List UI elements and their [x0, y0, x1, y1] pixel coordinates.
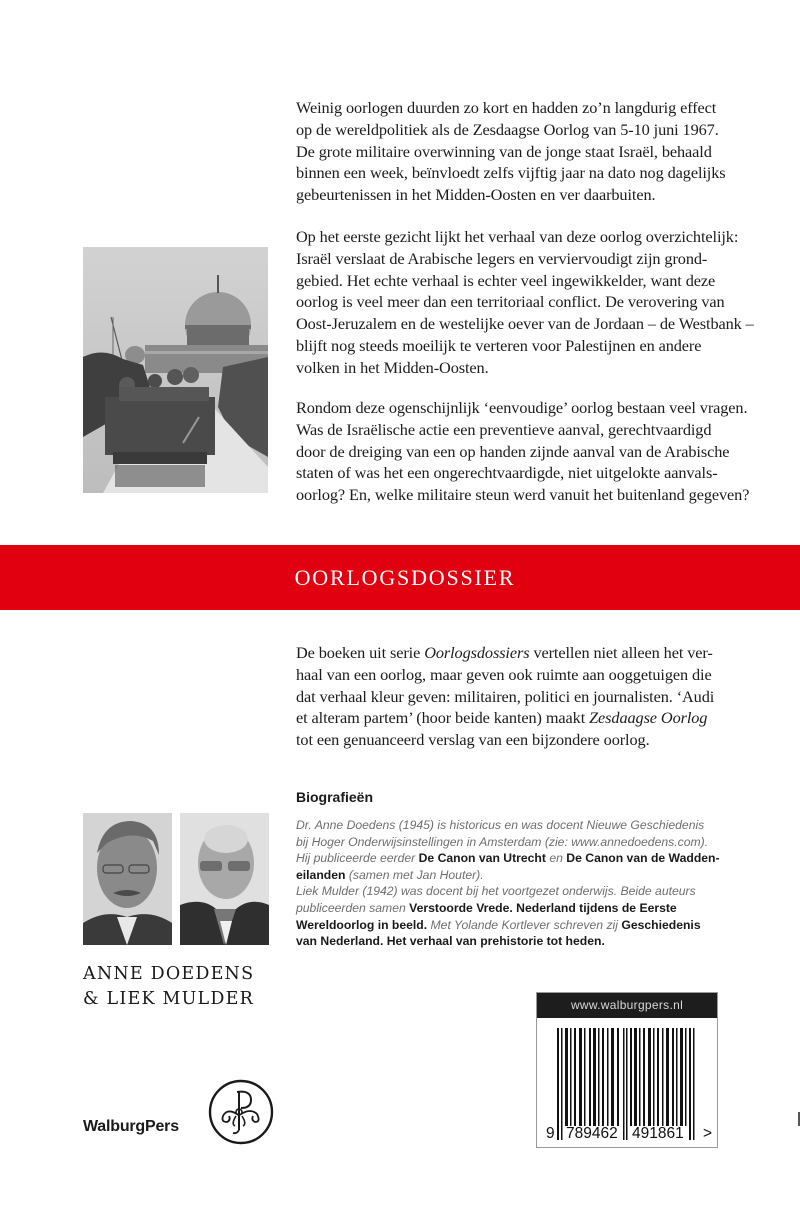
- series-description: De boeken uit serie Oorlogsdossiers vertellen niet alleen het ver- haal van een oorlog, maar geven ook ruimte aan ooggetuigen die dat verhaal kleur geven: militairen, politici en journalisten. ‘Audi et alteram partem’ (hoor beide kanten) maakt Zesdaagse Oorlog tot een genuanceerd verslag van een bijzondere oorlog.: [296, 643, 715, 750]
- intro-paragraph-3: Rondom deze ogenschijnlijk ‘eenvoudige’ oorlog bestaan veel vragen. Was de Israëlische actie een preventieve aanval, gerechtvaardigd door de dreiging van een op handen zijnde aanval van de Arabische staten of was het een ongerechtvaardigde, niet uitgelokte aanvals- oorlog? En, welke militaire steun werd vanuit het buitenland gegeven?: [296, 398, 750, 505]
- intro-paragraph-2: Op het eerste gezicht lijkt het verhaal van deze oorlog overzichtelijk: Israël verslaat de Arabische legers en verviervoudigt zijn grond- gebied. Het echte verhaal is echter veel ingewikkelder, want deze oorlog is veel meer dan een territoriaal conflict. De verovering van Oost-Jeruzalem en de westelijke oever van de Jordaan – de Westbank – blijft nog steeds moeilijk te verteren voor Palestijnen en andere volken in het Midden-Oosten.: [296, 227, 754, 377]
- author-names: [83, 962, 254, 1012]
- biographies-text: Dr. Anne Doedens (1945) is historicus en was docent Nieuwe Geschiedenis bij Hoger Onderwijsinstellingen in Amsterdam (zie: www.annedoedens.com). Hij publiceerde eerder De Canon van Utrecht en De Canon van de Wadden- eilanden (samen met Jan Houter). Liek Mulder (1942) was docent bij het voortgezet onderwijs. Beide auteurs publiceerden samen Verstoorde Vrede. Nederland tijdens de Eerste Wereldoorlog in beeld. Met Yolande Kortlever schreven zij Geschiedenis van Nederland. Het verhaal van prehistorie tot heden.: [296, 818, 720, 949]
- book-title-italic: Zesdaagse Oorlog: [589, 708, 708, 728]
- publisher-website: www.walburgpers.nl: [537, 993, 717, 1018]
- author-photo-liek-mulder: [180, 813, 269, 945]
- publisher-name: WalburgPers: [83, 1118, 179, 1135]
- intro-paragraph-1: Weinig oorlogen duurden zo kort en hadden zo’n langdurig effect op de wereldpolitiek als de Zesdaagse Oorlog van 5-10 juni 1967. De grote militaire overwinning van de jonge staat Israël, behaald binnen een week, beïnvloedt zelfs vijftig jaar na dato nog dagelijks gebeurtenissen in het Midden-Oosten en ver daarbuiten.: [296, 98, 726, 205]
- isbn-group-2: 491861: [632, 1125, 684, 1142]
- biographies-heading: Biografieën: [296, 789, 374, 805]
- series-title: OORLOGSDOSSIER: [294, 565, 516, 590]
- portrait-illustration: [83, 813, 172, 945]
- series-name-italic: Oorlogsdossiers: [424, 643, 530, 662]
- photo-illustration: [83, 247, 268, 493]
- barcode-bars: [537, 1018, 717, 1148]
- isbn-barcode: [536, 992, 718, 1148]
- isbn-digit-first: 9: [546, 1125, 555, 1142]
- portrait-illustration: [180, 813, 269, 945]
- author-line-2: & LIEK MULDER: [83, 989, 254, 1009]
- intro-text: [296, 97, 796, 206]
- series-band: [0, 545, 800, 610]
- isbn-group-1: 789462: [566, 1125, 618, 1142]
- author-photo-anne-doedens: [83, 813, 172, 945]
- cover-photo-jerusalem: [83, 247, 268, 493]
- quiet-zone-mark: >: [703, 1125, 713, 1142]
- author-line-1: ANNE DOEDENS: [83, 964, 255, 984]
- walburg-monogram-icon: [207, 1078, 275, 1146]
